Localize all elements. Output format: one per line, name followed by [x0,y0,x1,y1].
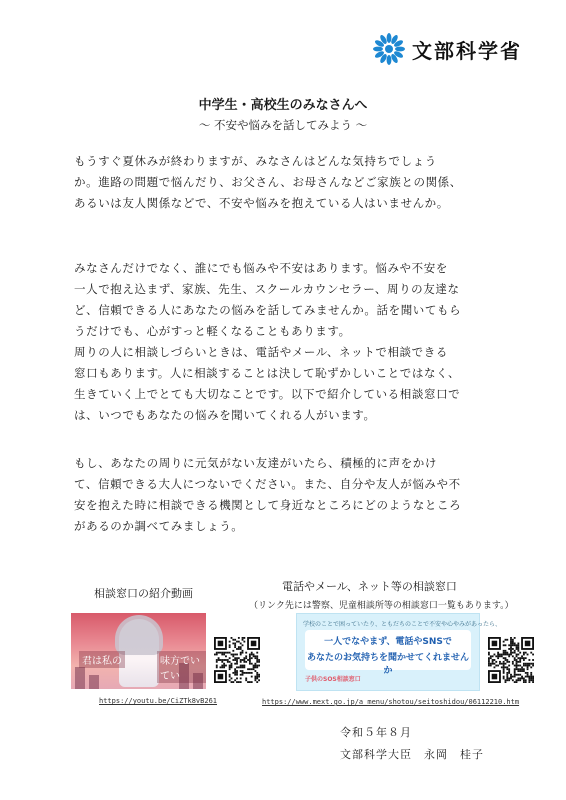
video-caption-left: 君は私の [79,651,125,668]
logo-petal [387,33,392,43]
paragraph-line: 生きていく上でとても大切なことです。以下で紹介している相談窓口で [74,387,461,401]
logo-petal [395,47,405,52]
paragraph-line: もうすぐ夏休みが終わりますが、みなさんはどんな気持ちでしょう [74,154,437,168]
paragraph-line: もし、あなたの周りに元気がない友達がいたら、積極的に声をかけ [74,456,437,470]
video-qr-code[interactable] [214,637,260,683]
video-caption-right: 味方でいてい [157,651,206,683]
video-thumbnail[interactable] [71,613,206,689]
paragraph-line: があるのか調べてみましょう。 [74,519,244,533]
banner-foot-text: 子供のSOS相談窓口 [305,676,361,683]
paragraph-line: みなさんだけでなく、誰にでも悩みや不安はあります。悩みや不安を [74,261,448,275]
character-hair [115,615,163,655]
building-shape [75,667,85,689]
logo-petal [373,47,383,52]
contact-section-label: 電話やメール、ネット等の相談窓口 [282,580,457,593]
mext-logo [372,32,522,66]
banner-line-2: あなたのお気持ちを聞かせてくれませんか [306,653,469,676]
banner-top-text: 学校のことで困っていたり、ともだちのことで不安や心やみがあったら、 [303,621,501,628]
paragraph-line: て、信頼できる大人につないでください。また、自分や友人が悩みや不 [74,477,461,491]
page-title: 中学生・高校生のみなさんへ [198,98,368,113]
paragraph-line: うだけでも、心がすっと軽くなることもあります。 [74,324,351,338]
paragraph-line: ど、信頼できる人にあなたの悩みを話してみませんか。話を聞いてもら [74,303,462,317]
paragraph-line: あるいは友人関係などで、不安や悩みを抱えている人はいませんか。 [74,196,449,210]
contact-section-note: （リンク先には警察、児童相談所等の相談窓口一覧もあります。） [249,601,514,611]
paragraph-2 [74,258,522,426]
building-shape [89,675,99,689]
logo-petal [387,55,392,65]
paragraph-line: 窓口もあります。人に相談することは決して恥ずかしいことではなく、 [74,366,461,380]
banner-message-box [305,630,471,676]
logo-text: 文部科学省 [412,38,522,63]
contact-banner[interactable] [296,613,501,691]
banner-line-1: 一人でなやまず、電話やSNSで [324,637,452,647]
paragraph-line: 安を抱えた時に相談できる機関として身近なところにどのようなところ [74,498,462,512]
contact-url-link[interactable]: https://www.mext.go.jp/a_menu/shotou/seitoshidou/06112210.htm [262,698,520,706]
video-url-link[interactable]: https://youtu.be/CiZTk8vB261 [99,697,218,705]
video-section-label: 相談窓口の紹介動画 [94,587,193,600]
paragraph-3 [74,453,522,537]
paragraph-line: は、いつでもあなたの悩みを聞いてくれる人がいます。 [74,408,376,422]
page-subtitle: 〜 不安や悩みを話してみよう 〜 [198,118,368,132]
paragraph-1 [74,151,522,214]
paragraph-line: か。進路の問題で悩んだり、お父さん、お母さんなどご家族との関係、 [74,175,462,189]
contact-qr-code[interactable] [488,637,534,683]
paragraph-line: 周りの人に相談しづらいときは、電話やメール、ネットで相談できる [74,345,448,359]
paragraph-line: 一人で抱え込まず、家族、先生、スクールカウンセラー、周りの友達な [74,282,460,296]
mext-logo-icon [372,32,406,66]
minister-signature: 文部科学大臣 永岡 桂子 [340,748,484,761]
issue-date: 令和５年８月 [340,726,412,739]
